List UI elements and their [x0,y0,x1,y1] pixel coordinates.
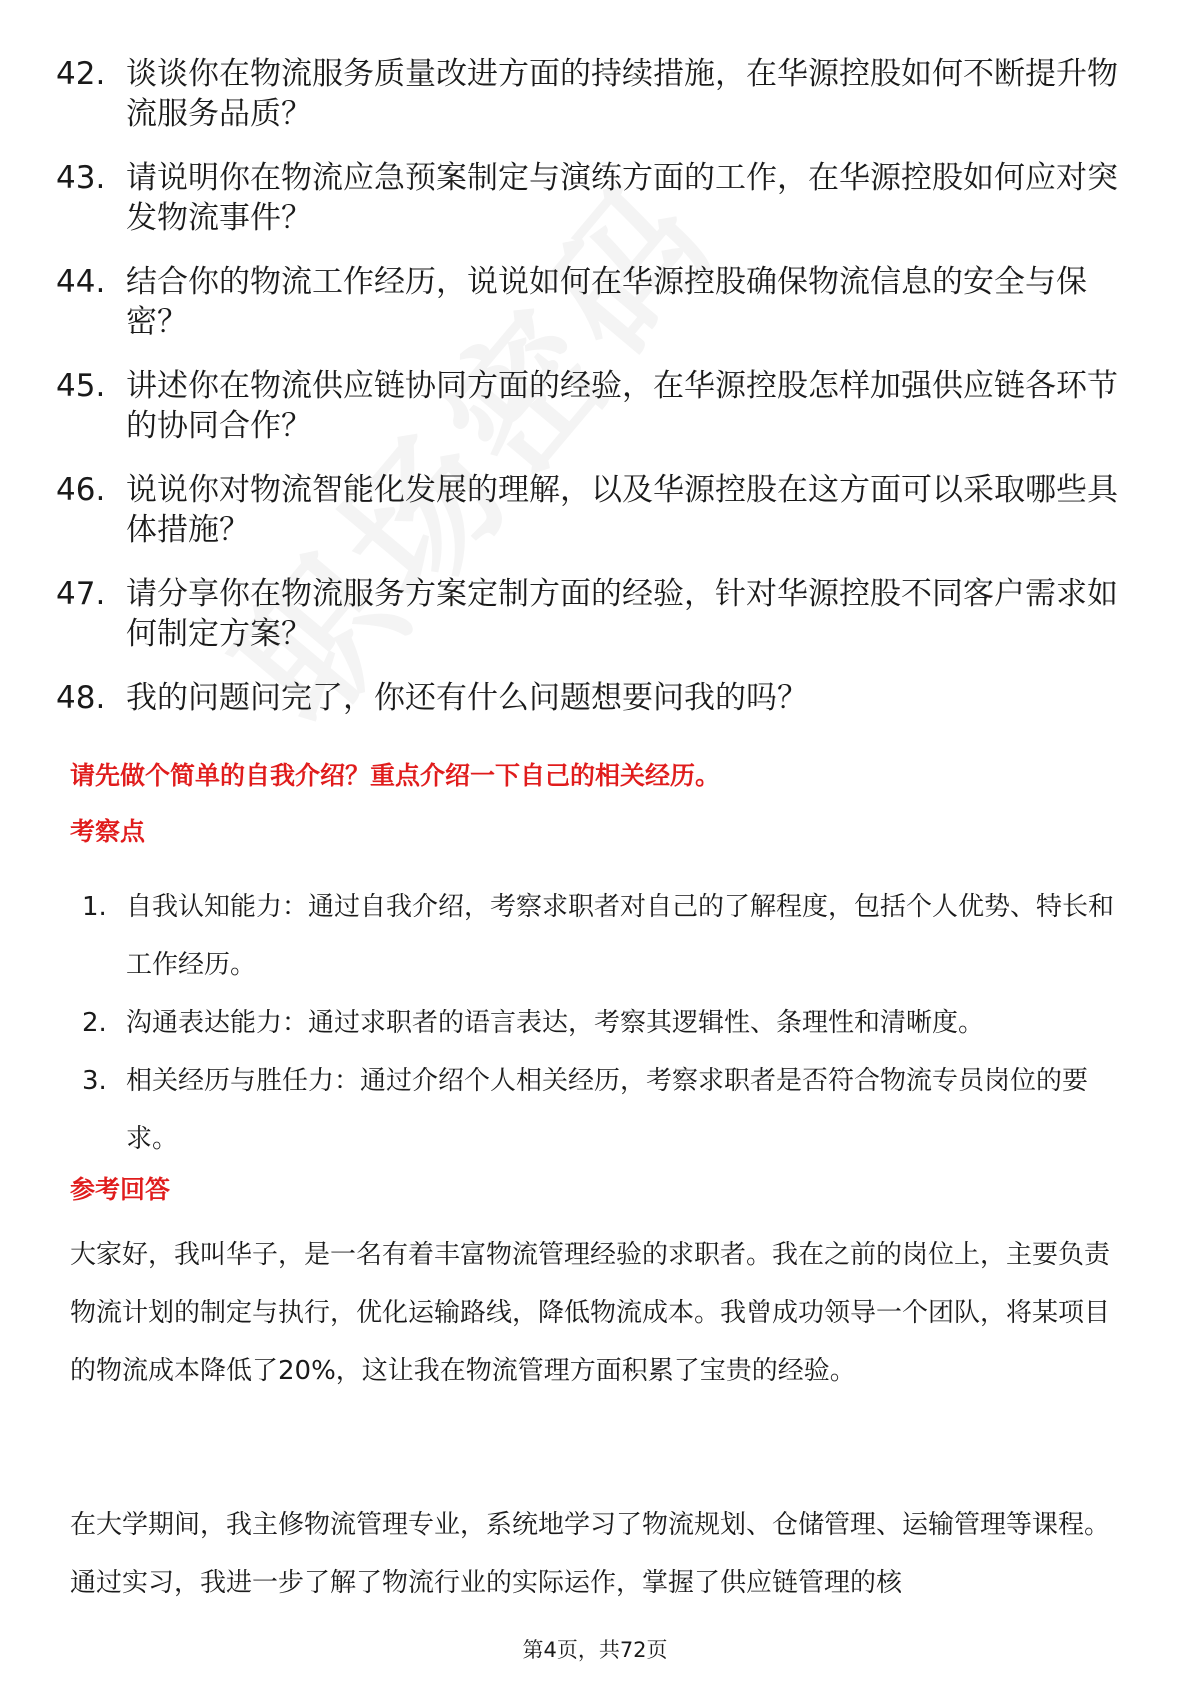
list-item [82,1052,1122,1168]
question-number: 47. [56,576,106,612]
question-text: 请分享你在物流服务方案定制方面的经验，针对华源控股不同客户需求如何制定方案？ [126,576,1118,652]
question-text: 我的问题问完了，你还有什么问题想要问我的吗？ [126,680,808,716]
list-item [56,158,1136,238]
section-title: 请先做个简单的自我介绍？重点介绍一下自己的相关经历。 [70,761,721,790]
question-text: 结合你的物流工作经历，说说如何在华源控股确保物流信息的安全与保密？ [126,264,1087,340]
point-number: 1. [82,892,107,922]
list-item [56,54,1136,134]
question-number: 42. [56,56,106,92]
point-number: 3. [82,1066,107,1096]
question-number: 45. [56,368,106,404]
question-text: 谈谈你在物流服务质量改进方面的持续措施，在华源控股如何不断提升物流服务品质？ [126,56,1118,132]
list-item [56,470,1136,550]
point-text: 自我认知能力：通过自我介绍，考察求职者对自己的了解程度，包括个人优势、特长和工作经历。 [126,892,1115,980]
list-item [82,994,1122,1052]
answer-heading: 参考回答 [70,1175,171,1204]
list-item [56,366,1136,446]
question-number: 43. [56,160,106,196]
list-item [56,262,1136,342]
question-number: 48. [56,680,106,716]
list-item [56,574,1136,654]
question-text: 讲述你在物流供应链协同方面的经验，在华源控股怎样加强供应链各环节的协同合作？ [126,368,1118,444]
list-item [56,678,1136,718]
kaochadian-heading: 考察点 [70,817,146,846]
question-list [56,54,1136,742]
answer-paragraph: 在大学期间，我主修物流管理专业，系统地学习了物流规划、仓储管理、运输管理等课程。通过实习，我进一步了解了物流行业的实际运作，掌握了供应链管理的核 [70,1510,1111,1598]
answer-paragraph: 大家好，我叫华子，是一名有着丰富物流管理经验的求职者。我在之前的岗位上，主要负责物流计划的制定与执行，优化运输路线，降低物流成本。我曾成功领导一个团队，将某项目的物流成本降低了20%，这让我在物流管理方面积累了宝贵的经验。 [70,1240,1111,1386]
question-number: 46. [56,472,106,508]
points-list [82,878,1122,1168]
point-number: 2. [82,1008,107,1038]
question-text: 说说你对物流智能化发展的理解，以及华源控股在这方面可以采取哪些具体措施？ [126,472,1118,548]
question-number: 44. [56,264,106,300]
point-text: 相关经历与胜任力：通过介绍个人相关经历，考察求职者是否符合物流专员岗位的要求。 [126,1066,1089,1154]
page-number: 第4页，共72页 [522,1638,668,1662]
point-text: 沟通表达能力：通过求职者的语言表达，考察其逻辑性、条理性和清晰度。 [126,1008,985,1038]
list-item [82,878,1122,994]
question-text: 请说明你在物流应急预案制定与演练方面的工作，在华源控股如何应对突发物流事件？ [126,160,1118,236]
